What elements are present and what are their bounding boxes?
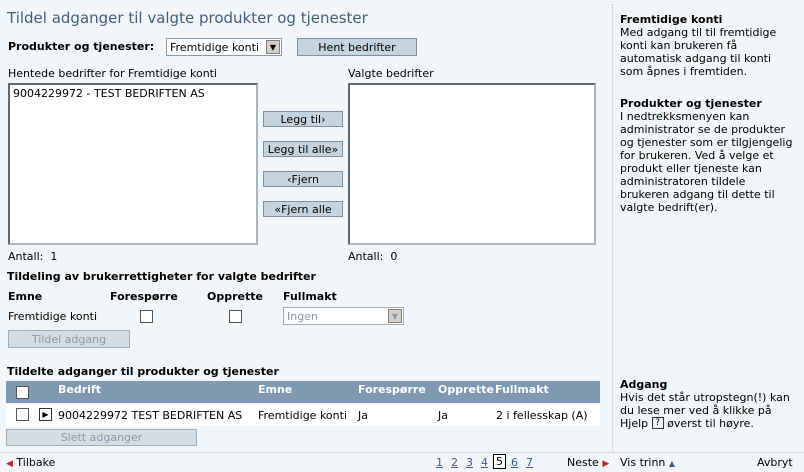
row-checkbox[interactable] — [16, 408, 29, 421]
help-heading: Produkter og tjenester — [620, 97, 762, 110]
show-steps-link[interactable] — [620, 456, 675, 469]
row-opprette: Ja — [438, 409, 448, 422]
help-speech-icon[interactable]: ? — [652, 417, 664, 429]
rights-col-emne: Emne — [8, 290, 43, 303]
help-heading: Fremtidige konti — [620, 13, 723, 26]
list-item[interactable]: 9004229972 - TEST BEDRIFTEN AS — [13, 87, 205, 100]
header-emne: Emne — [258, 383, 293, 396]
rights-col-foresporre: Forespørre — [110, 290, 178, 303]
cancel-link[interactable]: Avbryt — [757, 456, 793, 469]
rights-col-fullmakt: Fullmakt — [283, 290, 337, 303]
header-foresporre: Forespørre — [358, 383, 426, 396]
selected-companies-listbox[interactable] — [348, 83, 596, 245]
chevron-down-icon[interactable]: ▼ — [266, 40, 280, 54]
page-current-5: 5 — [493, 454, 506, 469]
help-text: Med adgang til til fremtidige konti kan brukeren få automatisk adgang til konti som åpnes i fremtiden. — [620, 26, 777, 78]
page-title: Tildel adganger til valgte produkter og tjenester — [7, 9, 368, 27]
fetched-list-label: Hentede bedrifter for Fremtidige konti — [8, 67, 218, 80]
fetched-count — [8, 250, 57, 263]
selected-list-label: Valgte bedrifter — [348, 67, 434, 80]
page-link-7[interactable]: 7 — [526, 456, 533, 469]
fetched-count-value: 1 — [50, 250, 58, 263]
sidebar-divider — [612, 4, 613, 452]
help-text: I nedtrekksmenyen kan administrator se de produkter og tjenester som er tilgjengelig for brukeren. Ved å velge et produkt eller tjeneste kan administratoren tildele brukeren adgang til dette til valgte bedrift(er). — [620, 110, 793, 214]
fetch-companies-button[interactable]: Hent bedrifter — [297, 38, 417, 56]
row-fullmakt: 2 i fellesskap (A) — [496, 409, 588, 422]
header-fullmakt: Fullmakt — [495, 383, 549, 396]
back-link[interactable] — [6, 456, 55, 469]
row-foresporre: Ja — [358, 409, 368, 422]
opprette-checkbox[interactable] — [229, 310, 242, 323]
show-steps-label: Vis trinn — [620, 456, 666, 469]
fullmakt-select[interactable] — [283, 307, 404, 325]
delete-access-button[interactable]: Slett adganger — [6, 429, 197, 446]
selected-count — [348, 250, 397, 263]
assign-access-button[interactable]: Tildel adgang — [8, 330, 130, 348]
expand-arrow-icon[interactable]: ▶ — [39, 408, 52, 421]
header-opprette: Opprette — [438, 383, 494, 396]
help-section-future-accounts — [620, 13, 790, 78]
page-link-1[interactable]: 1 — [436, 456, 443, 469]
remove-button[interactable]: ‹Fjern — [263, 171, 343, 187]
red-right-arrow-icon: ▶ — [602, 459, 610, 469]
red-left-arrow-icon: ◀ — [6, 459, 13, 469]
row-emne: Fremtidige konti — [258, 409, 347, 422]
rights-col-opprette: Opprette — [207, 290, 263, 303]
page-link-3[interactable]: 3 — [466, 456, 473, 469]
next-link-label: Neste — [567, 456, 599, 469]
footer-bar — [0, 452, 804, 472]
table-row — [6, 404, 600, 426]
help-text — [620, 391, 792, 430]
header-bedrift: Bedrift — [58, 383, 101, 396]
up-triangle-icon: ▲ — [668, 459, 676, 468]
chevron-down-icon[interactable]: ▼ — [388, 309, 402, 323]
next-link[interactable] — [567, 456, 609, 469]
help-text-before: Hvis det står utropstegn(!) kan du lese mer ved å klikke på Hjelp — [620, 391, 790, 430]
help-heading: Adgang — [620, 378, 668, 391]
page-link-6[interactable]: 6 — [511, 456, 518, 469]
help-text-after: øverst til høyre. — [667, 417, 754, 430]
selected-count-value: 0 — [390, 250, 398, 263]
page-link-4[interactable]: 4 — [481, 456, 488, 469]
product-select-label: Produkter og tjenester: — [8, 40, 155, 53]
product-select[interactable] — [166, 38, 282, 56]
assigned-heading: Tildelte adganger til produkter og tjenester — [7, 365, 279, 378]
foresporre-checkbox[interactable] — [140, 310, 153, 323]
page-link-2[interactable]: 2 — [451, 456, 458, 469]
selected-count-label: Antall: — [348, 250, 384, 263]
remove-all-button[interactable]: «Fjern alle — [263, 201, 343, 217]
select-all-checkbox[interactable] — [16, 386, 29, 399]
row-bedrift: 9004229972 TEST BEDRIFTEN AS — [58, 409, 243, 422]
fetched-count-label: Antall: — [8, 250, 44, 263]
add-all-button[interactable]: Legg til alle» — [263, 141, 343, 157]
rights-row-emne: Fremtidige konti — [8, 310, 97, 323]
help-section-products — [620, 97, 794, 214]
fetched-companies-listbox[interactable] — [8, 83, 258, 245]
back-link-label: Tilbake — [16, 456, 56, 469]
add-button[interactable]: Legg til› — [263, 111, 343, 127]
assigned-table-header — [6, 381, 600, 403]
fullmakt-select-value: Ingen — [287, 309, 318, 323]
product-select-value: Fremtidige konti — [170, 40, 259, 54]
help-section-access — [620, 378, 792, 430]
rights-heading: Tildeling av brukerrettigheter for valgte bedrifter — [7, 270, 316, 283]
